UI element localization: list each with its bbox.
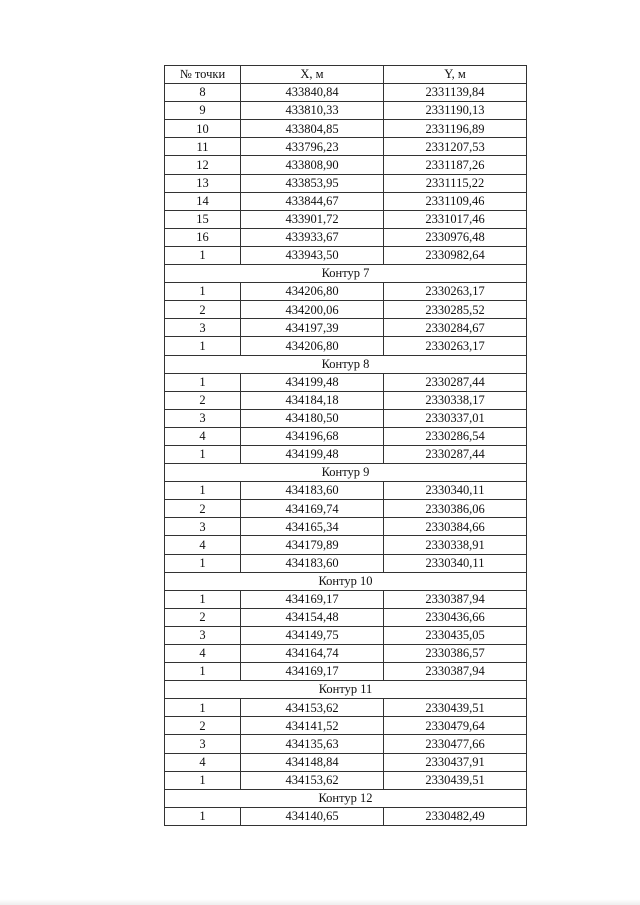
point-number-cell: 1 (165, 663, 241, 681)
contour-title: Контур 11 (165, 681, 527, 699)
point-number-cell: 4 (165, 536, 241, 554)
point-number-cell: 2 (165, 301, 241, 319)
point-number-cell: 3 (165, 626, 241, 644)
point-number-cell: 1 (165, 482, 241, 500)
y-coordinate-cell: 2331190,13 (384, 102, 527, 120)
y-coordinate-cell: 2330286,54 (384, 427, 527, 445)
table-row (165, 120, 527, 138)
point-number-cell: 1 (165, 699, 241, 717)
contour-title: Контур 12 (165, 789, 527, 807)
point-number-cell: 3 (165, 735, 241, 753)
x-coordinate-cell: 434199,48 (241, 373, 384, 391)
y-coordinate-cell: 2330263,17 (384, 283, 527, 301)
table-row (165, 138, 527, 156)
point-number-cell: 1 (165, 283, 241, 301)
x-coordinate-cell: 433804,85 (241, 120, 384, 138)
x-coordinate-cell: 434206,80 (241, 283, 384, 301)
table-row (165, 301, 527, 319)
x-coordinate-cell: 433810,33 (241, 102, 384, 120)
table-row (165, 283, 527, 301)
x-coordinate-cell: 434149,75 (241, 626, 384, 644)
section-header-row (165, 265, 527, 283)
y-coordinate-cell: 2330284,67 (384, 319, 527, 337)
table-row (165, 717, 527, 735)
point-number-cell: 1 (165, 246, 241, 264)
x-coordinate-cell: 434183,60 (241, 482, 384, 500)
y-coordinate-cell: 2330439,51 (384, 771, 527, 789)
point-number-cell: 1 (165, 807, 241, 825)
table-row (165, 445, 527, 463)
y-coordinate-cell: 2330338,91 (384, 536, 527, 554)
y-coordinate-cell: 2330387,94 (384, 663, 527, 681)
x-coordinate-cell: 434180,50 (241, 409, 384, 427)
table-row (165, 645, 527, 663)
table-row (165, 500, 527, 518)
section-header-row (165, 464, 527, 482)
coordinates-table (164, 65, 527, 826)
x-coordinate-cell: 433943,50 (241, 246, 384, 264)
contour-title: Контур 8 (165, 355, 527, 373)
y-coordinate-cell: 2331187,26 (384, 156, 527, 174)
x-coordinate-cell: 434140,65 (241, 807, 384, 825)
point-number-cell: 12 (165, 156, 241, 174)
header-row (165, 66, 527, 84)
section-header-row (165, 681, 527, 699)
x-coordinate-cell: 434200,06 (241, 301, 384, 319)
point-number-cell: 11 (165, 138, 241, 156)
y-coordinate-cell: 2331109,46 (384, 192, 527, 210)
page-bottom-edge (0, 899, 640, 905)
contour-title: Контур 9 (165, 464, 527, 482)
y-coordinate-cell: 2330976,48 (384, 228, 527, 246)
y-coordinate-cell: 2330337,01 (384, 409, 527, 427)
y-coordinate-cell: 2330340,11 (384, 482, 527, 500)
y-coordinate-cell: 2330340,11 (384, 554, 527, 572)
x-coordinate-cell: 434148,84 (241, 753, 384, 771)
point-number-cell: 2 (165, 391, 241, 409)
y-coordinate-cell: 2330436,66 (384, 608, 527, 626)
y-coordinate-cell: 2330437,91 (384, 753, 527, 771)
point-number-cell: 9 (165, 102, 241, 120)
y-coordinate-cell: 2331207,53 (384, 138, 527, 156)
x-coordinate-cell: 434169,17 (241, 663, 384, 681)
table-row (165, 174, 527, 192)
section-header-row (165, 355, 527, 373)
table-body (165, 84, 527, 826)
point-number-cell: 13 (165, 174, 241, 192)
y-coordinate-cell: 2330982,64 (384, 246, 527, 264)
table-row (165, 228, 527, 246)
x-coordinate-cell: 434153,62 (241, 771, 384, 789)
table-row (165, 427, 527, 445)
point-number-cell: 1 (165, 445, 241, 463)
table-row (165, 699, 527, 717)
y-coordinate-cell: 2330387,94 (384, 590, 527, 608)
table-row (165, 482, 527, 500)
x-coordinate-cell: 433808,90 (241, 156, 384, 174)
y-coordinate-cell: 2330386,06 (384, 500, 527, 518)
table-row (165, 771, 527, 789)
table-row (165, 192, 527, 210)
point-number-cell: 1 (165, 373, 241, 391)
table-row (165, 246, 527, 264)
header-y: Y, м (384, 66, 527, 84)
table-row (165, 391, 527, 409)
table-row (165, 102, 527, 120)
x-coordinate-cell: 434206,80 (241, 337, 384, 355)
x-coordinate-cell: 434153,62 (241, 699, 384, 717)
x-coordinate-cell: 434196,68 (241, 427, 384, 445)
x-coordinate-cell: 433844,67 (241, 192, 384, 210)
section-header-row (165, 572, 527, 590)
table-row (165, 663, 527, 681)
y-coordinate-cell: 2331017,46 (384, 210, 527, 228)
point-number-cell: 1 (165, 554, 241, 572)
point-number-cell: 2 (165, 717, 241, 735)
y-coordinate-cell: 2331196,89 (384, 120, 527, 138)
y-coordinate-cell: 2331115,22 (384, 174, 527, 192)
contour-title: Контур 7 (165, 265, 527, 283)
x-coordinate-cell: 433853,95 (241, 174, 384, 192)
table-row (165, 84, 527, 102)
y-coordinate-cell: 2330482,49 (384, 807, 527, 825)
table-row (165, 210, 527, 228)
table-row (165, 409, 527, 427)
x-coordinate-cell: 434135,63 (241, 735, 384, 753)
table-row (165, 518, 527, 536)
point-number-cell: 15 (165, 210, 241, 228)
table-row (165, 608, 527, 626)
point-number-cell: 1 (165, 771, 241, 789)
point-number-cell: 10 (165, 120, 241, 138)
table-row (165, 735, 527, 753)
point-number-cell: 1 (165, 337, 241, 355)
point-number-cell: 16 (165, 228, 241, 246)
y-coordinate-cell: 2330338,17 (384, 391, 527, 409)
table-header (165, 66, 527, 84)
x-coordinate-cell: 434154,48 (241, 608, 384, 626)
x-coordinate-cell: 433933,67 (241, 228, 384, 246)
point-number-cell: 3 (165, 518, 241, 536)
table-row (165, 590, 527, 608)
y-coordinate-cell: 2330263,17 (384, 337, 527, 355)
y-coordinate-cell: 2330435,05 (384, 626, 527, 644)
y-coordinate-cell: 2330287,44 (384, 445, 527, 463)
x-coordinate-cell: 434183,60 (241, 554, 384, 572)
section-header-row (165, 789, 527, 807)
x-coordinate-cell: 433901,72 (241, 210, 384, 228)
point-number-cell: 4 (165, 427, 241, 445)
point-number-cell: 4 (165, 753, 241, 771)
y-coordinate-cell: 2330386,57 (384, 645, 527, 663)
y-coordinate-cell: 2330285,52 (384, 301, 527, 319)
point-number-cell: 3 (165, 319, 241, 337)
point-number-cell: 8 (165, 84, 241, 102)
y-coordinate-cell: 2330479,64 (384, 717, 527, 735)
x-coordinate-cell: 433796,23 (241, 138, 384, 156)
x-coordinate-cell: 434169,17 (241, 590, 384, 608)
table-row (165, 753, 527, 771)
y-coordinate-cell: 2331139,84 (384, 84, 527, 102)
point-number-cell: 4 (165, 645, 241, 663)
table-row (165, 337, 527, 355)
x-coordinate-cell: 434184,18 (241, 391, 384, 409)
point-number-cell: 3 (165, 409, 241, 427)
point-number-cell: 1 (165, 590, 241, 608)
table-row (165, 373, 527, 391)
table-row (165, 156, 527, 174)
x-coordinate-cell: 434179,89 (241, 536, 384, 554)
x-coordinate-cell: 434164,74 (241, 645, 384, 663)
point-number-cell: 14 (165, 192, 241, 210)
table-row (165, 626, 527, 644)
x-coordinate-cell: 434169,74 (241, 500, 384, 518)
table-row (165, 807, 527, 825)
y-coordinate-cell: 2330477,66 (384, 735, 527, 753)
y-coordinate-cell: 2330439,51 (384, 699, 527, 717)
y-coordinate-cell: 2330384,66 (384, 518, 527, 536)
header-point-number: № точки (165, 66, 241, 84)
point-number-cell: 2 (165, 500, 241, 518)
contour-title: Контур 10 (165, 572, 527, 590)
header-x: X, м (241, 66, 384, 84)
x-coordinate-cell: 433840,84 (241, 84, 384, 102)
table-row (165, 319, 527, 337)
y-coordinate-cell: 2330287,44 (384, 373, 527, 391)
x-coordinate-cell: 434141,52 (241, 717, 384, 735)
point-number-cell: 2 (165, 608, 241, 626)
table-row (165, 536, 527, 554)
x-coordinate-cell: 434197,39 (241, 319, 384, 337)
x-coordinate-cell: 434165,34 (241, 518, 384, 536)
table-row (165, 554, 527, 572)
x-coordinate-cell: 434199,48 (241, 445, 384, 463)
